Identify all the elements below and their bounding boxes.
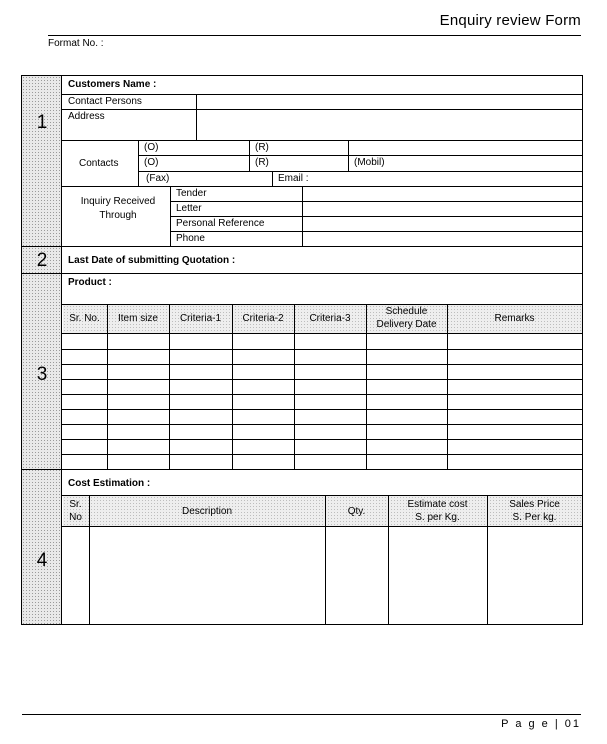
- mobile-label: (Mobil): [354, 157, 385, 168]
- col-line: [107, 304, 108, 469]
- address-label: Address: [68, 111, 105, 122]
- footer-rule: [22, 714, 581, 715]
- col-description: Description: [181, 506, 233, 517]
- office-phone-2-label: (O): [144, 157, 159, 168]
- section-number: 4: [36, 550, 48, 571]
- section-divider: [22, 469, 582, 470]
- option-phone: Phone: [176, 233, 205, 244]
- row-line: [62, 333, 582, 334]
- customers-name-label: Customers Name :: [68, 79, 157, 90]
- row-line: [170, 201, 582, 202]
- col-item-size: Item size: [117, 313, 158, 324]
- col-criteria-2: Criteria-2: [242, 313, 284, 324]
- row-line: [170, 216, 582, 217]
- format-number-label: Format No. :: [48, 38, 104, 49]
- contact-persons-label: Contact Persons: [68, 96, 142, 107]
- page-number: P a g e | 01: [501, 718, 581, 730]
- table-row[interactable]: [62, 394, 582, 395]
- col-schedule: Schedule: [385, 306, 428, 317]
- col-remarks: Remarks: [494, 313, 535, 324]
- office-phone-1-label: (O): [144, 142, 159, 153]
- header-rule: [48, 35, 581, 36]
- inquiry-received-label: [66, 196, 170, 222]
- section-number: 3: [36, 364, 48, 385]
- table-row[interactable]: [62, 364, 582, 365]
- col-sales-line1: Sales Price: [509, 499, 560, 510]
- col-line: [232, 304, 233, 469]
- col-estimate-line2: S. per Kg.: [415, 512, 460, 523]
- table-row[interactable]: [62, 379, 582, 380]
- table-row[interactable]: [62, 439, 582, 440]
- table-row[interactable]: [62, 409, 582, 410]
- inquiry-label-line2: Through: [99, 210, 137, 221]
- address-field[interactable]: [197, 110, 582, 140]
- col-line: [447, 304, 448, 469]
- enquiry-form-table: [21, 75, 583, 625]
- inquiry-label-line1: Inquiry Received: [80, 196, 156, 207]
- table-row[interactable]: [62, 349, 582, 350]
- row-line: [62, 140, 582, 141]
- col-sr-line1: Sr.: [69, 499, 82, 510]
- col-line: [272, 171, 273, 186]
- residence-phone-2-label: (R): [255, 157, 269, 168]
- quotation-date-label: Last Date of submitting Quotation :: [68, 255, 236, 266]
- fax-label: (Fax): [146, 173, 170, 184]
- col-line: [249, 140, 250, 171]
- section-divider: [22, 273, 582, 274]
- cost-estimation-label: Cost Estimation :: [68, 478, 151, 489]
- form-title: Enquiry review Form: [439, 12, 581, 29]
- residence-phone-1-label: (R): [255, 142, 269, 153]
- col-line: [169, 304, 170, 469]
- col-delivery-date: Delivery Date: [376, 319, 437, 330]
- col-estimate-line1: Estimate cost: [407, 499, 468, 510]
- contacts-label: Contacts: [79, 158, 119, 169]
- col-line: [294, 304, 295, 469]
- row-line: [62, 186, 582, 187]
- col-line: [348, 140, 349, 171]
- section-number: 1: [36, 112, 48, 133]
- row-line: [138, 155, 582, 156]
- section-number: 2: [36, 250, 48, 271]
- col-criteria-1: Criteria-1: [179, 313, 222, 324]
- table-row[interactable]: [62, 454, 582, 455]
- col-sales-line2: S. Per kg.: [512, 512, 557, 523]
- col-qty: Qty.: [347, 506, 366, 517]
- cost-description-field[interactable]: [90, 527, 325, 624]
- col-sr-no: Sr. No.: [69, 313, 100, 324]
- contact-persons-field[interactable]: [197, 95, 582, 109]
- product-label: Product :: [68, 277, 112, 288]
- section-number-column: [22, 76, 62, 624]
- option-letter: Letter: [176, 203, 202, 214]
- row-line: [170, 231, 582, 232]
- section-divider: [22, 246, 582, 247]
- option-personal-reference: Personal Reference: [176, 218, 265, 229]
- col-line: [138, 140, 139, 186]
- email-label: Email :: [278, 173, 309, 184]
- table-row[interactable]: [62, 424, 582, 425]
- col-criteria-3: Criteria-3: [309, 313, 351, 324]
- option-tender: Tender: [176, 188, 207, 199]
- col-sr-line2: No: [69, 512, 82, 523]
- row-line: [138, 171, 582, 172]
